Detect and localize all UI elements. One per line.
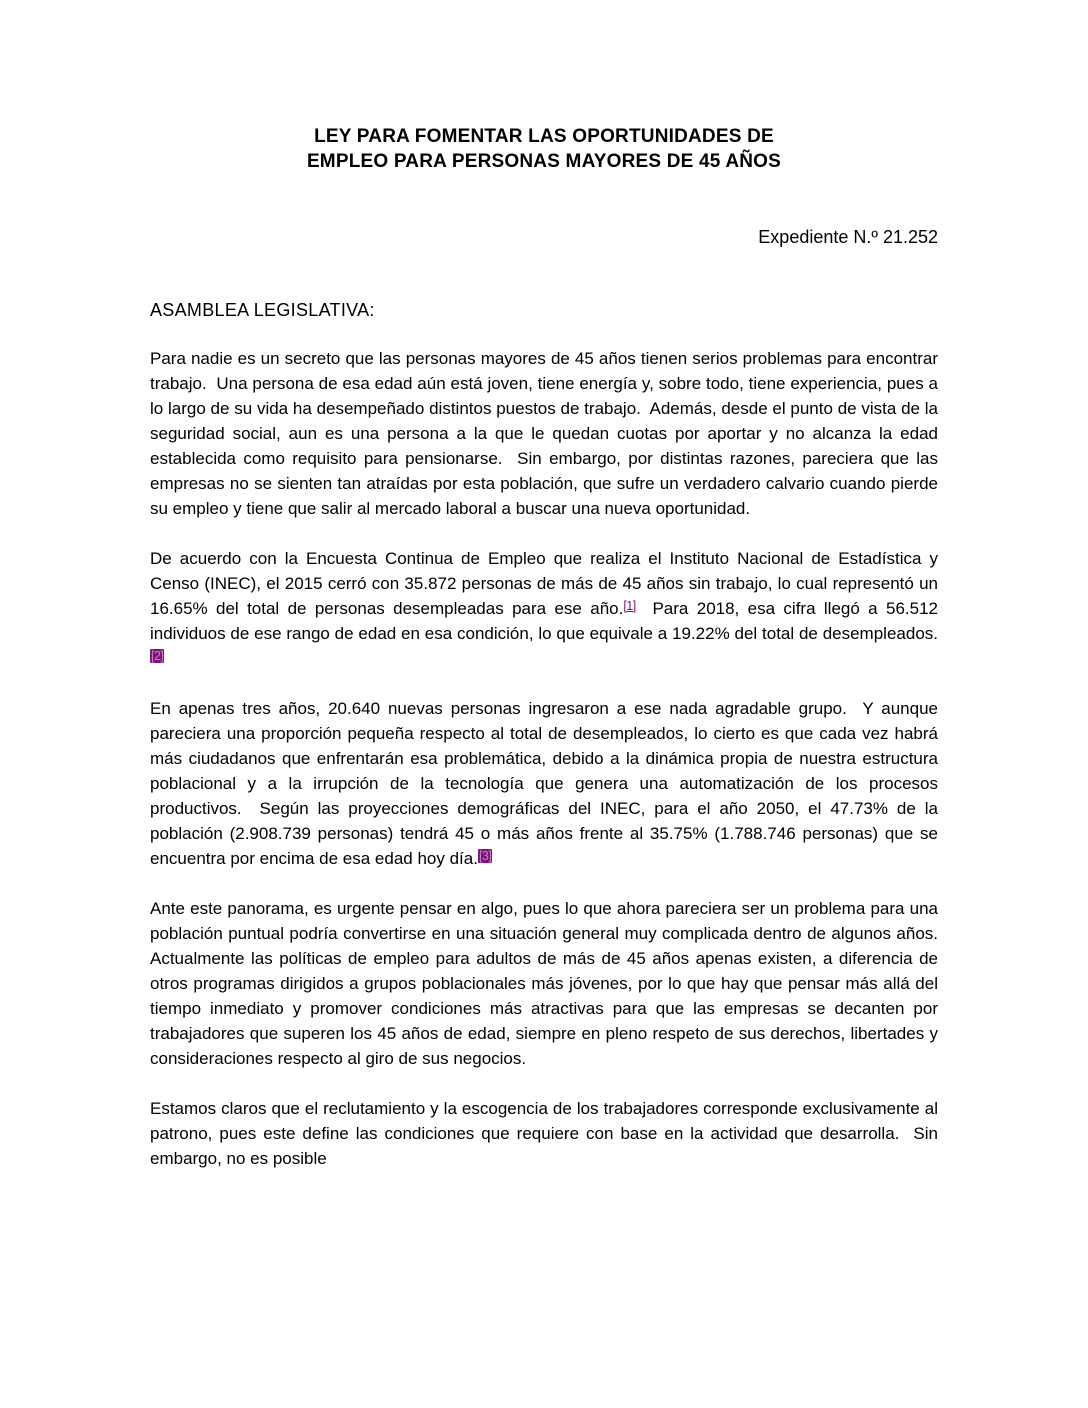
expediente-number: Expediente N.º 21.252 xyxy=(758,227,938,247)
paragraph-2 xyxy=(150,546,943,671)
document-title-line-1: LEY PARA FOMENTAR LAS OPORTUNIDADES DE xyxy=(314,126,774,147)
text-run: Para nadie es un secreto que las personas mayores de 45 años tienen serios problemas para encontrar trabajo. Una persona de esa edad aún está joven, tiene energía y, sobre todo, tiene experiencia, pues a lo largo de su vida ha desempeñado distintos puestos de trabajo. Además, desde el punto de vista de la seguridad social, aun es una persona a la que le quedan cuotas por aportar y no alcanza la edad establecida como requisito para pensionarse. Sin embargo, por distintas razones, pareciera que las empresas no se sienten tan atraídas por esta población, que sufre un verdadero calvario cuando pierde su empleo y tiene que salir al mercado laboral a buscar una nueva oportunidad. xyxy=(150,349,943,518)
text-run: Ante este panorama, es urgente pensar en algo, pues lo que ahora pareciera ser un problema para una población puntual podría convertirse en una situación general muy complicada dentro de algunos años. Actualmente las políticas de empleo para adultos de más de 45 años apenas existen, a diferencia de otros programas dirigidos a grupos poblacionales más jóvenes, por lo que hay que pensar más allá del tiempo inmediato y promover condiciones más atractivas para que las empresas se decanten por trabajadores que superen los 45 años de edad, siempre en pleno respeto de sus derechos, libertades y consideraciones respecto al giro de sus negocios. xyxy=(150,899,948,1068)
document-title xyxy=(150,124,938,174)
paragraph-1 xyxy=(150,346,943,521)
paragraphs xyxy=(150,346,948,1196)
paragraph-3 xyxy=(150,696,943,871)
footnote-ref-1[interactable]: [1] xyxy=(623,599,636,613)
paragraph-5 xyxy=(150,1096,943,1171)
footnote-ref-2[interactable]: [2] xyxy=(151,649,164,663)
document-title-line-2: EMPLEO PARA PERSONAS MAYORES DE 45 AÑOS xyxy=(306,151,782,172)
text-run: De acuerdo con la Encuesta Continua de Empleo que realiza el Instituto Nacional de Estadística y Censo (INEC), el 2015 cerró con 35.872 personas de más de 45 años sin trabajo, lo cual representó un 16.65% del total de personas desempleadas para ese año. xyxy=(150,549,943,618)
paragraph-4 xyxy=(150,896,948,1071)
text-run: En apenas tres años, 20.640 nuevas personas ingresaron a ese nada agradable grupo. Y aunque pareciera una proporción pequeña respecto al total de desempleados, lo cierto es que cada vez habrá más ciudadanos que enfrentarán esa problemática, debido a la dinámica propia de nuestra estructura poblacional y a la irrupción de la tecnología que genera una automatización de los procesos productivos. Según las proyecciones demográficas del INEC, para el año 2050, el 47.73% de la población (2.908.739 personas) tendrá 45 o más años frente al 35.75% (1.788.746 personas) que se encuentra por encima de esa edad hoy día. xyxy=(150,699,943,868)
text-run: Para 2018, esa cifra llegó a 56.512 individuos de ese rango de edad en esa condición, lo que equivale a 19.22% del total de desempleados. xyxy=(150,599,943,643)
footnote-ref-3[interactable]: [3] xyxy=(478,849,492,863)
salutation: ASAMBLEA LEGISLATIVA: xyxy=(150,300,375,320)
text-run: Estamos claros que el reclutamiento y la escogencia de los trabajadores corresponde exclusivamente al patrono, pues este define las condiciones que requiere con base en la actividad que desarrolla. Sin embargo, no es posible xyxy=(150,1099,943,1168)
